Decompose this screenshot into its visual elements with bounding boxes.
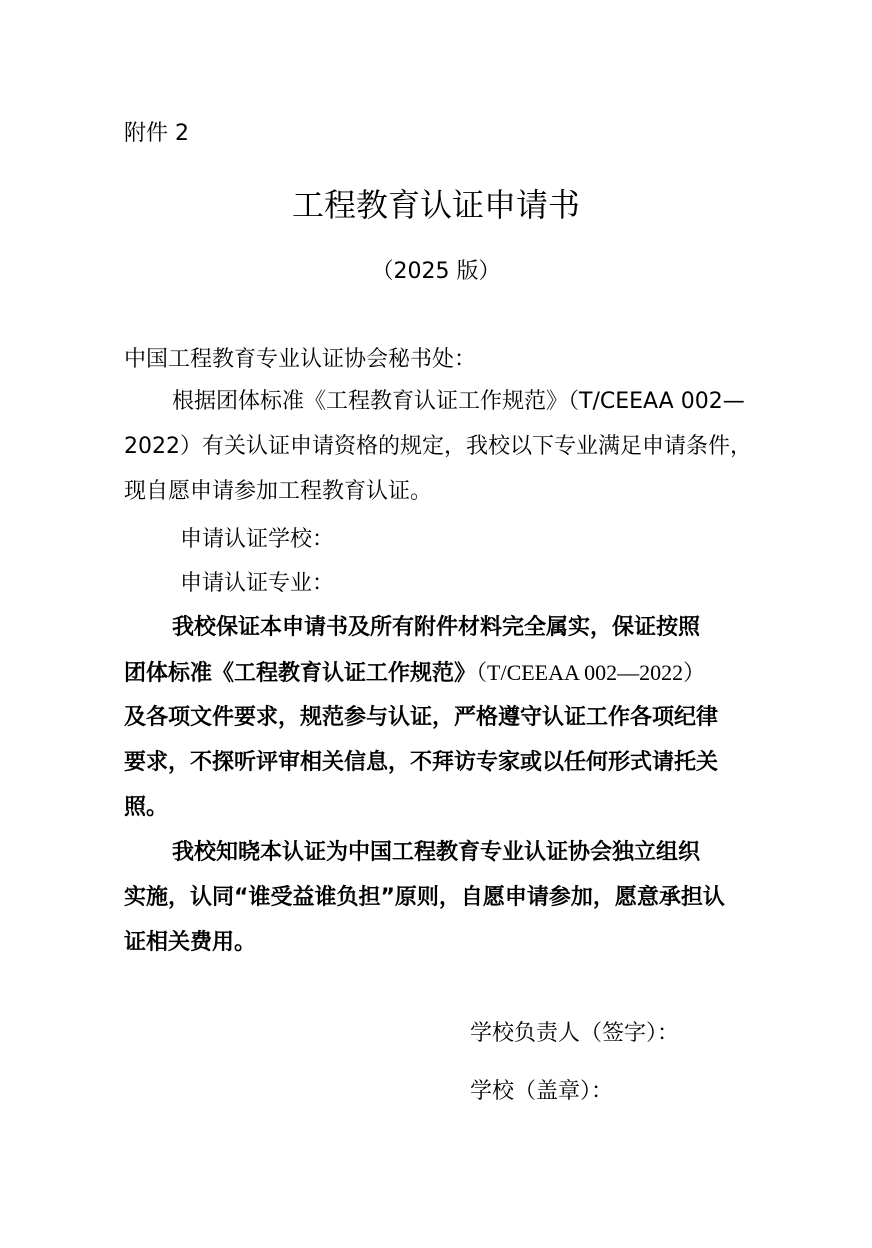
edition-label: （2025 版） xyxy=(371,259,501,284)
paragraph-line: 要求，不探听评审相关信息，不拜访专家或以任何形式请托关 xyxy=(124,750,719,775)
signature-head-field: 学校负责人（签字）： xyxy=(470,1021,680,1046)
paragraph-line: 证相关费用。 xyxy=(124,930,257,955)
paragraph-line: 根据团体标准《工程教育认证工作规范》（T/CEEAA 002— xyxy=(172,389,745,414)
paragraph-line: 实施，认同“谁受益谁负担”原则，自愿申请参加，愿意承担认 xyxy=(124,885,725,910)
field-applying-school: 申请认证学校： xyxy=(180,527,335,552)
paragraph-line: 照。 xyxy=(124,795,169,820)
salutation: 中国工程教育专业认证协会秘书处： xyxy=(124,347,477,372)
standard-code: （T/CEEAA 002—2022） xyxy=(476,660,706,685)
document-title: 工程教育认证申请书 xyxy=(291,186,580,224)
paragraph-application xyxy=(124,379,764,514)
paragraph-guarantee xyxy=(124,605,764,830)
paragraph-line: 我校保证本申请书及所有附件材料完全属实，保证按照 xyxy=(172,615,701,640)
paragraph-line: 我校知晓本认证为中国工程教育专业认证协会独立组织 xyxy=(172,840,701,865)
paragraph-line: 2022）有关认证申请资格的规定，我校以下专业满足申请条件， xyxy=(124,434,752,459)
annex-label: 附件 2 xyxy=(124,121,189,146)
paragraph-line: 及各项文件要求，规范参与认证，严格遵守认证工作各项纪律 xyxy=(124,705,719,730)
standard-name: 团体标准《工程教育认证工作规范》 xyxy=(124,661,477,686)
school-seal-field: 学校（盖章）： xyxy=(470,1079,614,1104)
field-applying-major: 申请认证专业： xyxy=(180,571,335,596)
paragraph-line xyxy=(124,650,764,695)
paragraph-line: 现自愿申请参加工程教育认证。 xyxy=(124,479,433,504)
paragraph-acknowledgement xyxy=(124,830,764,965)
